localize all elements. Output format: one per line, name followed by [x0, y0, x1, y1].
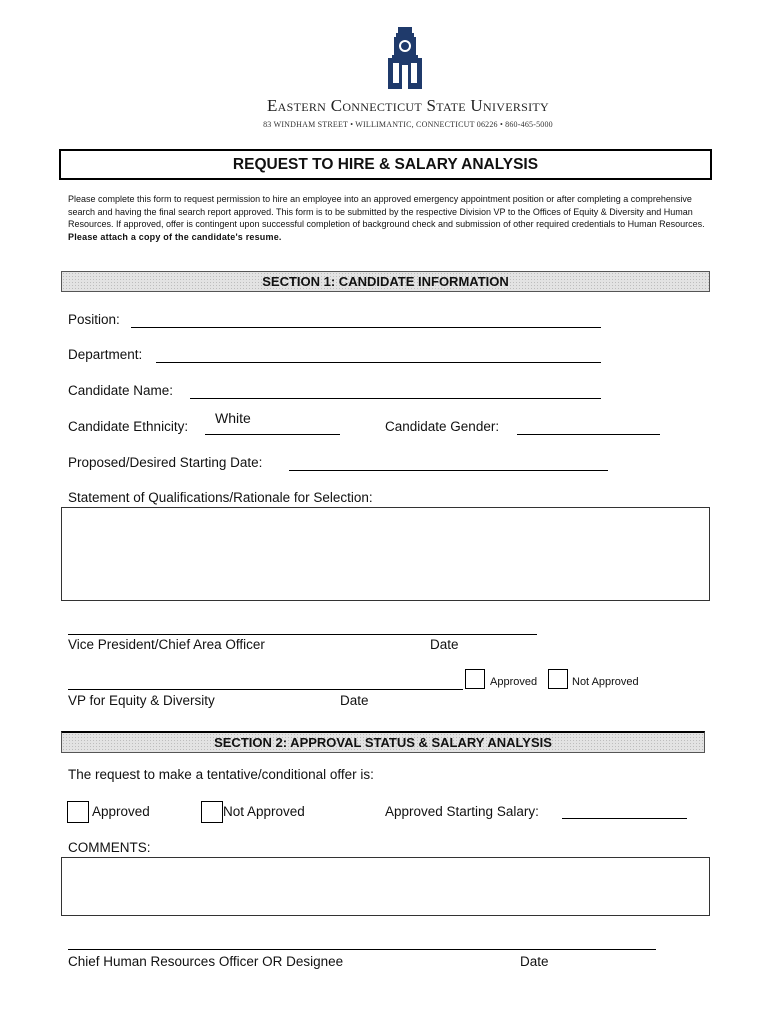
form-title: REQUEST TO HIRE & SALARY ANALYSIS [59, 149, 712, 180]
qualifications-label: Statement of Qualifications/Rationale for Selection: [68, 490, 373, 505]
section2-header: SECTION 2: APPROVAL STATUS & SALARY ANALYSIS [61, 731, 705, 753]
gender-field[interactable] [517, 434, 660, 435]
equity-not-approved-label: Not Approved [572, 676, 639, 688]
candidate-name-label: Candidate Name: [68, 383, 174, 398]
section1-header: SECTION 1: CANDIDATE INFORMATION [61, 271, 710, 292]
equity-approved-label: Approved [490, 676, 538, 688]
comments-label: COMMENTS: [68, 840, 151, 855]
vp-signature-line[interactable] [68, 634, 537, 635]
equity-date-label: Date [340, 693, 369, 708]
position-label: Position: [68, 312, 120, 327]
ethnicity-label: Candidate Ethnicity: [68, 419, 189, 434]
university-name: Eastern Connecticut State University [266, 96, 550, 115]
equity-signature-line[interactable] [68, 689, 463, 690]
chro-signature-line[interactable] [68, 949, 656, 950]
equity-not-approved-checkbox[interactable] [548, 669, 568, 689]
vp-date-label: Date [430, 637, 459, 652]
chro-label: Chief Human Resources Officer OR Designee [68, 954, 344, 969]
candidate-name-field[interactable] [190, 398, 601, 399]
position-field[interactable] [131, 327, 601, 328]
qualifications-textbox[interactable] [61, 507, 710, 601]
salary-field[interactable] [562, 818, 687, 819]
start-date-field[interactable] [289, 470, 608, 471]
department-field[interactable] [156, 362, 601, 363]
university-logo [388, 27, 422, 89]
vp-label: Vice President/Chief Area Officer [68, 637, 265, 652]
comments-textbox[interactable] [61, 857, 710, 916]
equity-label: VP for Equity & Diversity [68, 693, 215, 708]
approved-checkbox[interactable] [67, 801, 89, 823]
equity-approved-checkbox[interactable] [465, 669, 485, 689]
university-address: 83 WINDHAM STREET • WILLIMANTIC, CONNECTICUT 06226 • 860-465-5000 [263, 120, 553, 129]
intro-bold-note: Please attach a copy of the candidate's resume. [68, 231, 282, 242]
start-date-label: Proposed/Desired Starting Date: [68, 455, 263, 470]
intro-text: Please complete this form to request permission to hire an employee into an approved emergency appointment position or after completing a comprehensive search and having the final search report approved. This form is to be submitted by the respective Division VP to the Offices of Equity & Diversity and Human Resources. If approved, offer is contingent upon successful completion of background check and submission of other required credentials to Human Resources. [68, 194, 705, 229]
approved-label: Approved [92, 804, 150, 819]
ethnicity-field[interactable] [205, 434, 340, 435]
department-label: Department: [68, 347, 143, 362]
chro-date-label: Date [520, 954, 549, 969]
ethnicity-value[interactable]: White [215, 410, 251, 426]
not-approved-label: Not Approved [223, 804, 305, 819]
request-text: The request to make a tentative/conditional offer is: [68, 767, 374, 782]
gender-label: Candidate Gender: [385, 419, 500, 434]
salary-label: Approved Starting Salary: [385, 804, 539, 819]
not-approved-checkbox[interactable] [201, 801, 223, 823]
intro-paragraph [68, 193, 708, 243]
